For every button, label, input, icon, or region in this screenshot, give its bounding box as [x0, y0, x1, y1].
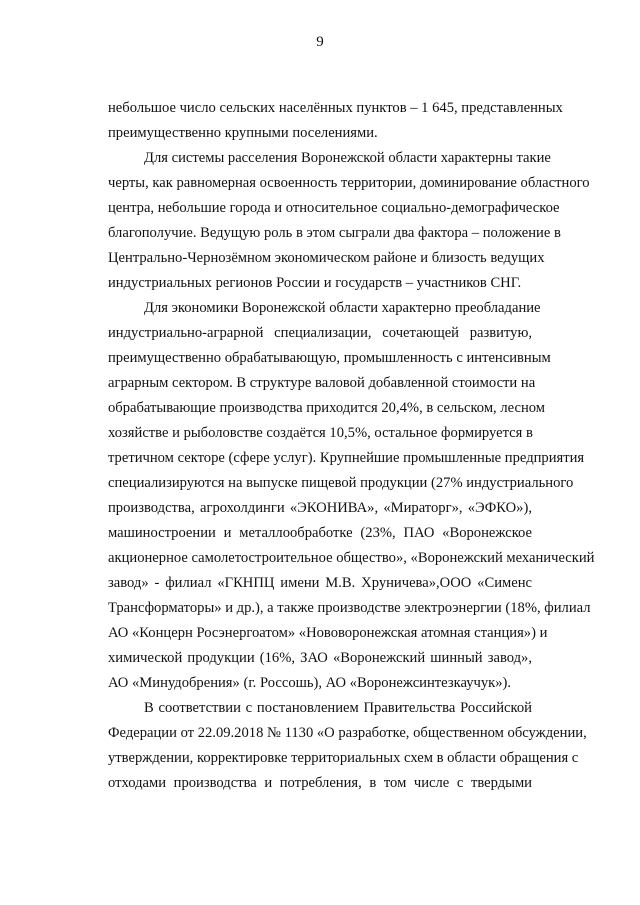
paragraph-3-line-1: Для экономики Воронежской области характерно преобладание: [144, 300, 541, 316]
paragraph-3-line-3: преимущественно обрабатывающую, промышленность с интенсивным: [108, 350, 551, 366]
paragraph-2-line-3: центра, небольшие города и относительное социально-демографическое: [108, 200, 560, 216]
paragraph-3-line-10: машиностроении и металлообработке (23%, ПАО «Воронежское: [108, 525, 532, 541]
paragraph-3-line-14: АО «Концерн Росэнергоатом» «Нововоронежская атомная станция») и: [108, 625, 548, 641]
paragraph-3-line-15: химической продукции (16%, ЗАО «Воронежский шинный завод»,: [108, 650, 532, 666]
paragraph-3-line-13: Трансформаторы» и др.), а также производстве электроэнергии (18%, филиал: [108, 600, 591, 616]
paragraph-3-line-5: обрабатывающие производства приходится 20,4%, в сельском, лесном: [108, 400, 546, 416]
paragraph-3-line-11: акционерное самолетостроительное общество», «Воронежский механический: [108, 550, 595, 566]
paragraph-3-line-4: аграрным сектором. В структуре валовой добавленной стоимости на: [108, 375, 536, 391]
paragraph-4-line-1: В соответствии с постановлением Правительства Российской: [144, 700, 532, 716]
paragraph-2-line-5: Центрально-Чернозёмном экономическом районе и близость ведущих: [108, 250, 545, 266]
paragraph-2-line-2: черты, как равномерная освоенность территории, доминирование областного: [108, 175, 590, 191]
page-number: 9: [316, 34, 324, 50]
paragraph-3-line-9: производства, агрохолдинги «ЭКОНИВА», «Мираторг», «ЭФКО»),: [108, 500, 532, 516]
paragraph-3-line-16: АО «Минудобрения» (г. Россошь), АО «Воронежсинтезкаучук»).: [108, 675, 512, 691]
paragraph-3-line-7: третичном секторе (сфере услуг). Крупнейшие промышленные предприятия: [108, 450, 585, 466]
paragraph-2-line-6: индустриальных регионов России и государств – участников СНГ.: [108, 275, 522, 291]
paragraph-3-line-8: специализируются на выпуске пищевой продукции (27% индустриального: [108, 475, 574, 491]
paragraph-4-line-4: отходами производства и потребления, в том числе с твердыми: [108, 775, 532, 791]
paragraph-4-line-2: Федерации от 22.09.2018 № 1130 «О разработке, общественном обсуждении,: [108, 725, 587, 741]
paragraph-2-line-1: Для системы расселения Воронежской области характерны такие: [144, 150, 551, 166]
paragraph-3-line-6: хозяйстве и рыболовстве создаётся 10,5%, остальное формируется в: [108, 425, 533, 441]
paragraph-1-line-1: небольшое число сельских населённых пунктов – 1 645, представленных: [108, 100, 563, 116]
paragraph-2-line-4: благополучие. Ведущую роль в этом сыграли два фактора – положение в: [108, 225, 561, 241]
paragraph-3-line-2: индустриально-аграрной специализации, сочетающей развитую,: [108, 325, 532, 341]
paragraph-1-line-2: преимущественно крупными поселениями.: [108, 125, 378, 141]
paragraph-3-line-12: завод» - филиал «ГКНПЦ имени М.В. Хруничева»,ООО «Сименс: [108, 575, 532, 591]
paragraph-4-line-3: утверждении, корректировке территориальных схем в области обращения с: [108, 750, 579, 766]
